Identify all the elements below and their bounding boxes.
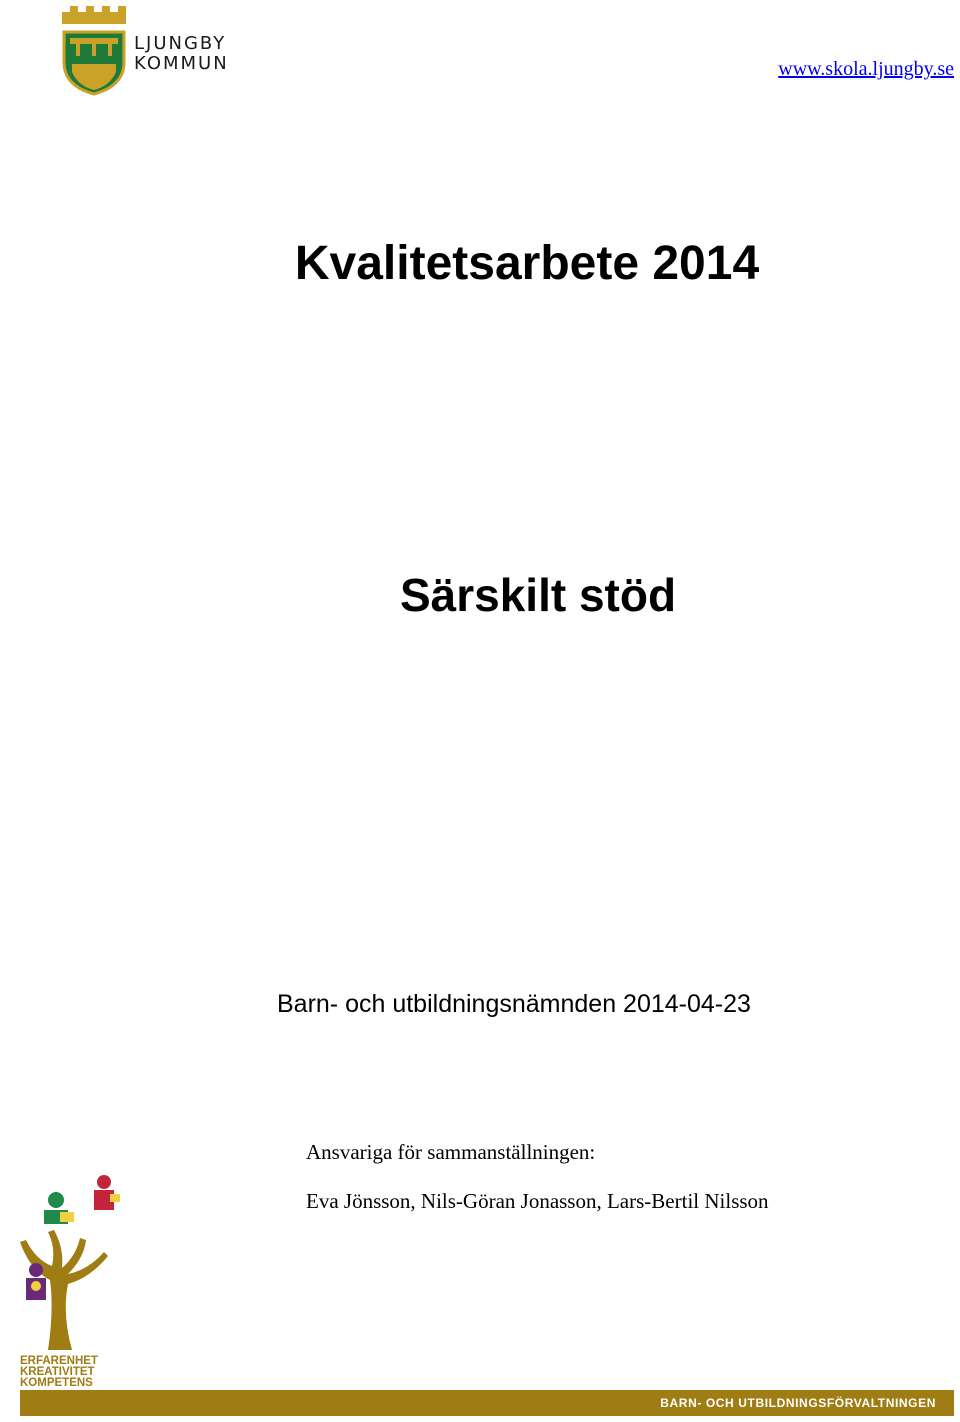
- ljungby-kommun-logo: [60, 4, 255, 96]
- responsible-names: Eva Jönsson, Nils-Göran Jonasson, Lars-Bertil Nilsson: [306, 1189, 769, 1213]
- document-subtitle: Särskilt stöd: [399, 569, 677, 621]
- coat-of-arms-icon: [60, 4, 128, 96]
- logo-wordmark: [134, 34, 229, 74]
- department-name: BARN- OCH UTBILDNINGSFÖRVALTNINGEN: [660, 1396, 936, 1410]
- motto-line: ERFARENHET: [20, 1355, 98, 1367]
- document-title: Kvalitetsarbete 2014: [294, 237, 760, 290]
- motto-block: [20, 1356, 98, 1389]
- logo-line-1: LJUNGBY: [134, 33, 227, 54]
- logo-line-2: KOMMUN: [134, 53, 229, 74]
- motto-line: KREATIVITET: [20, 1366, 95, 1378]
- website-link[interactable]: www.skola.ljungby.se: [778, 58, 954, 80]
- meeting-date-line: Barn- och utbildningsnämnden 2014-04-23: [277, 990, 751, 1018]
- motto-line: KOMPETENS: [20, 1377, 93, 1389]
- responsible-label: Ansvariga för sammanställningen:: [306, 1140, 596, 1164]
